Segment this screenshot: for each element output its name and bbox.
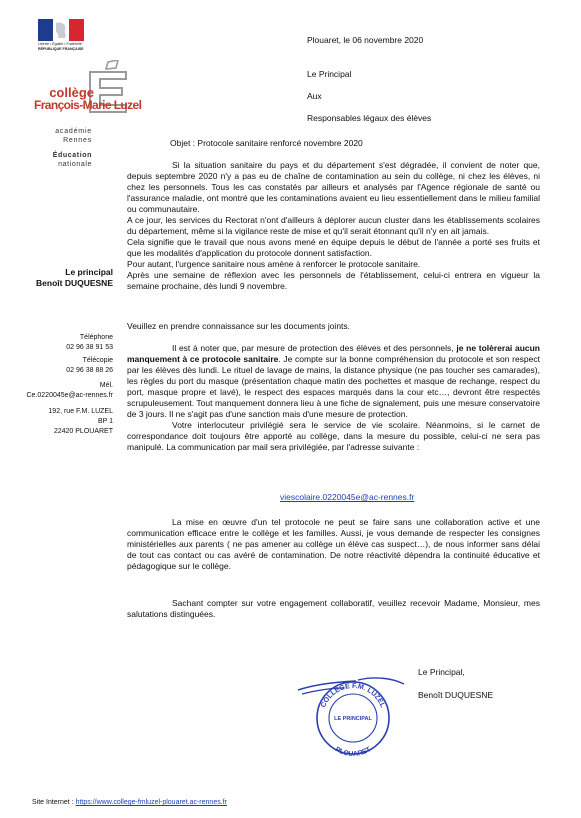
website-label: Site Internet :: [32, 799, 74, 806]
address-line-2: BP 1: [97, 418, 113, 425]
paragraph-7-start: Il est à noter que, par mesure de protection des élèves et des personnels,: [172, 343, 454, 353]
college-line2: François-Marie Luzel: [34, 98, 142, 112]
stamp-top-text: COLLÈGE F.M. LUZEL: [320, 682, 386, 709]
phone-number: 02 96 38 91 53: [66, 344, 113, 351]
nationale-line: nationale: [58, 160, 92, 168]
paragraph-9-text: La mise en œuvre d'un tel protocole ne peut se faire sans une collaboration active et une communication efficace entre le collège et les familles. Aussi, je vous demande de respecter les consignes ministérielles aux parents ( ne pas amener au collège un élève cas suspect…), de nous informer sans délai de tout cas contact ou cas avéré de contamination. De notre réactivité dépendra la continuité éducative et pédagogique sur le collège.: [127, 517, 540, 571]
academie-city: Rennes: [63, 136, 92, 144]
paragraph-7-rest: . Je compte sur la bonne compréhension du protocole et son respect par les élèves dès lundi. Le rituel de lavage de mains, la distance physique (ne pas toucher ses camarades), les règles du port du masque (présentation chaque matin des pochettes et masque de rechange, respect du port, masque propre et lavé), le respect des espaces marqués dans la cour etc…, devront être respectés scrupuleusement. Tout manquement donnera lieu à une fiche de signalement, puis une mesure conservatoire de 3 jours. Il ne s'agit pas d'une sanction mais d'une mesure de protection.: [127, 354, 540, 419]
college-stamp: [296, 672, 408, 760]
mail-address: Ce.0220045e@ac-rennes.fr: [26, 392, 113, 399]
recipients-line: Responsables légaux des élèves: [307, 113, 432, 123]
sender-title: Le principal: [65, 267, 113, 277]
paragraph-8: Votre interlocuteur privilégié sera le service de vie scolaire. Néanmoins, si le carnet de correspondance doit toujours être apporté au collège, dans la mesure du possible, celui-ci ne sera pas manipulé. La communication par mail sera privilégiée, par l'adresse suivante :: [127, 420, 540, 452]
paragraph-10: [127, 598, 540, 620]
paragraph-7-emphasis: je ne tolèrerai aucun manquement à ce protocole sanitaire: [127, 343, 540, 364]
letter-body-intro: [127, 160, 540, 292]
vie-scolaire-email-link[interactable]: viescolaire.0220045e@ac-rennes.fr: [280, 492, 415, 502]
paragraph-9: [127, 517, 540, 572]
letter-body-protocol: [127, 343, 540, 453]
paragraph-2: A ce jour, les services du Rectorat n'ont d'ailleurs à déplorer aucun cluster dans les établissements scolaires du département, même si la vigilance reste de mise et qu'il serait étonnant qu'il n'y en ait jamais.: [127, 215, 540, 236]
fax-label: Télécopie: [82, 357, 113, 364]
signature-name: Benoît DUQUESNE: [418, 690, 494, 700]
paragraph-1: Si la situation sanitaire du pays et du département s'est dégradée, il convient de noter que, depuis septembre 2020 n'y a pas eu de chaîne de contamination au sein du collège, ni chez les élèves, ni chez les personnels. Tous les cas constatés par ailleurs et analysés par l'Agence régionale de santé ou l'assurance maladie, ont montré que les contaminations avaient eu lieu essentiellement dans le milieu familial ou communautaire.: [127, 160, 540, 214]
education-nationale-label: [40, 152, 92, 169]
paragraph-10-text: Sachant compter sur votre engagement collaboratif, veuillez recevoir Madame, Monsieur, mes salutations distinguées.: [127, 598, 540, 619]
stamp-bottom-text: PLOUARET: [333, 746, 373, 759]
address-line-1: 192, rue F.M. LUZEL: [48, 408, 113, 415]
paragraph-6: Veuillez en prendre connaissance sur les documents joints.: [127, 321, 351, 331]
paragraph-5: Après une semaine de réflexion avec les personnels de l'établissement, celui-ci entrera en vigueur la semaine prochaine, dès lundi 9 novembre.: [127, 270, 540, 291]
subject-line: Objet : Protocole sanitaire renforcé novembre 2020: [170, 138, 363, 148]
to-line: Aux: [307, 91, 322, 101]
from-line: Le Principal: [307, 69, 352, 79]
academie-line: académie: [55, 128, 92, 135]
paragraph-3: Cela signifie que le travail que nous avons mené en équipe depuis le début de l'année a porté ses fruits et que les modalités d'application du protocole donnent satisfaction.: [127, 237, 540, 258]
republic-motto: Liberté • Égalité • Fraternité: [38, 42, 82, 46]
website-link[interactable]: https://www.college-fmluzel-plouaret.ac-rennes.fr: [75, 799, 227, 806]
address-line-3: 22420 PLOUARET: [53, 428, 113, 435]
stamp-center-text: LE PRINCIPAL: [334, 716, 372, 722]
paragraph-7: [127, 343, 540, 420]
phone-label: Téléphone: [79, 334, 113, 341]
place-date: Plouaret, le 06 novembre 2020: [307, 35, 424, 45]
sender-name: Benoît DUQUESNE: [36, 278, 113, 288]
college-line1: collège: [49, 85, 94, 100]
republic-name: RÉPUBLIQUE FRANÇAISE: [38, 47, 84, 51]
academie-label: [40, 128, 92, 145]
fax-number: 02 96 38 88 26: [66, 367, 113, 374]
republique-francaise-logo: [38, 19, 84, 41]
paragraph-4: Pour autant, l'urgence sanitaire nous amène à renforcer le protocole sanitaire.: [127, 259, 421, 269]
signature-title: Le Principal,: [418, 667, 465, 677]
mail-label: Mél.: [99, 382, 113, 389]
website-footer: [32, 799, 227, 806]
college-name: [34, 85, 142, 112]
education-line: Éducation: [52, 152, 92, 159]
